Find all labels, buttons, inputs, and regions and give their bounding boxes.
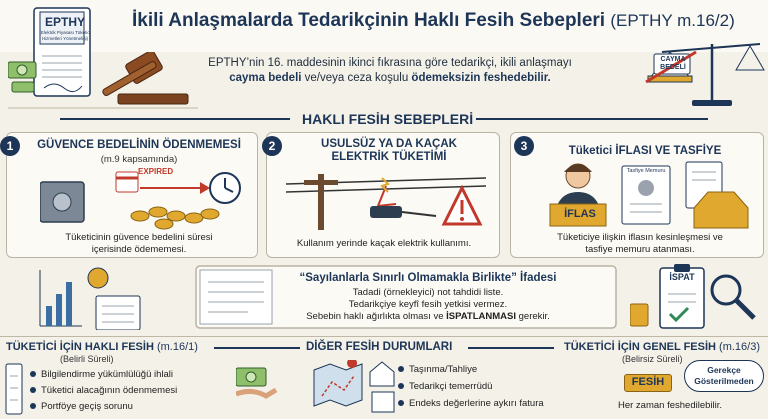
bottom-mid-item-3: Endeks değerlerine aykırı fatura — [398, 398, 544, 409]
bottom-right-code: (m.16/3) — [719, 341, 761, 353]
speech-bubble-line2: Gösterilmeden — [694, 376, 754, 386]
card-number-1: 1 — [0, 136, 20, 156]
card-subtitle-1: (m.9 kapsamında) — [100, 154, 178, 165]
bottom-right-title-text: TÜKETİCİ İÇİN GENEL FESİH — [564, 341, 716, 353]
note-head-quote: “Sayılanlarla Sınırlı Olmamakla Birlikte” — [299, 272, 517, 284]
card-desc-1 — [20, 232, 258, 256]
note-line3-post: gerekir. — [515, 311, 550, 322]
bottom-mid-line-right — [468, 347, 554, 349]
power-pole-warning-icon — [286, 166, 486, 230]
section-title: HAKLI FESİH SEBEPLERİ — [302, 111, 474, 127]
document-icon-sub2: Hizmetleri Yönetmeliği) — [41, 36, 89, 41]
bottom-right-subtitle: (Belirsiz Süreli) — [622, 354, 683, 364]
section-divider-left — [60, 118, 290, 120]
card-title-2 — [282, 138, 496, 164]
expired-label: EXPIRED — [138, 167, 174, 176]
intro-line1: EPTHY’nin 16. maddesinin ikinci fıkrasına göre tedarikçi, ikili anlaşmayı — [208, 57, 572, 69]
note-line3 — [248, 311, 608, 323]
speech-bubble — [684, 360, 764, 392]
checklist-icon — [4, 362, 24, 418]
card-desc-3-line1: Tüketiciye ilişkin iflasın kesinleşmesi ve — [557, 232, 723, 243]
card-title-3: Tüketici İFLASI VE TASFİYE — [568, 145, 722, 157]
bottom-mid-item-2: Tedarikçi temerrüdü — [398, 381, 492, 392]
bottom-left-subtitle: (Belirli Süreli) — [60, 354, 114, 364]
money-map-house-icon — [236, 360, 396, 416]
note-line2: Tedarikçiye keyfî fesih yetkisi vermez. — [348, 299, 508, 310]
chart-list-icon — [36, 266, 146, 330]
intro-mid: ve/veya ceza koşulu — [301, 72, 412, 84]
note-head-rest: İfadesi — [516, 272, 557, 284]
bottom-mid-line-left — [214, 347, 300, 349]
card-number-3: 3 — [514, 136, 534, 156]
speech-bubble-line1: Gerekçe — [707, 365, 741, 375]
page-title — [132, 10, 735, 32]
tasfiye-memuru-label: Tasfiye Memuru — [626, 168, 666, 174]
note-line3-pre: Sebebin haklı ağırlıkta olması ve — [306, 311, 447, 322]
document-icon-sub1: (Elektrik Piyasası Tüketici — [39, 30, 91, 35]
ispat-label: İSPAT — [669, 272, 695, 282]
fesih-button[interactable]: FESİH — [624, 374, 672, 392]
document-icon-title: EPTHY — [44, 15, 85, 29]
scale-tag-line2: BEDELİ — [660, 64, 686, 71]
intro-line2 — [180, 71, 600, 86]
bottom-left-title-text: TÜKETİCİ İÇİN HAKLI FESİH — [6, 341, 154, 353]
bottom-divider — [0, 336, 768, 337]
intro-bold2: ödemeksizin feshedebilir. — [411, 72, 551, 84]
card-number-2: 2 — [262, 136, 282, 156]
bottom-left-item-3: Portföye geçiş sorunu — [30, 401, 133, 412]
bottom-mid-title: DİĞER FESİH DURUMLARI — [306, 341, 453, 353]
scale-icon — [640, 38, 765, 110]
intro-text — [180, 56, 600, 86]
scale-tag-line1: CAYMA — [660, 56, 686, 63]
section-divider-right — [476, 118, 708, 120]
card-desc-3 — [520, 232, 760, 256]
bottom-left-item-2: Tüketici alacağının ödenmemesi — [30, 385, 177, 396]
card-desc-1-line1: Tüketicinin güvence bedelini süresi — [65, 232, 213, 243]
bottom-right-desc: Her zaman feshedilebilir. — [617, 400, 723, 411]
page-title-code: (EPTHY m.16/2) — [610, 11, 735, 30]
card-desc-1-line2: içerisinde ödememesi. — [91, 244, 187, 255]
card-title-2-line1: USULSÜZ YA DA KAÇAK — [321, 138, 457, 150]
scale-tag — [655, 56, 691, 72]
bottom-mid-item-1: Taşınma/Tahliye — [398, 364, 477, 375]
card-desc-2: Kullanım yerinde kaçak elektrik kullanımı. — [296, 238, 472, 249]
intro-bold1: cayma bedeli — [229, 72, 302, 84]
card-desc-3-line2: tasfiye memuru atanması. — [585, 244, 695, 255]
page-title-text: İkili Anlaşmalarda Tedarikçinin Haklı Fesih Sebepleri — [132, 10, 606, 31]
bottom-right-title — [564, 341, 760, 353]
note-line1: Tadadi (örnekleyici) not tahdidi liste. — [352, 287, 504, 298]
card-title-1: GÜVENCE BEDELİNİN ÖDENMEMESİ — [37, 139, 241, 151]
bottom-left-item-1: Bilgilendirme yükümlülüğü ihlali — [30, 369, 173, 380]
bottom-left-title — [6, 341, 198, 353]
gavel-money-icon — [8, 52, 198, 112]
bottom-left-code: (m.16/1) — [156, 341, 198, 353]
iflas-label: İFLAS — [564, 208, 596, 220]
note-head — [248, 272, 608, 284]
note-line3-bold: İSPATLANMASI — [446, 311, 516, 322]
card-title-2-line2: ELEKTRİK TÜKETİMİ — [331, 151, 447, 163]
